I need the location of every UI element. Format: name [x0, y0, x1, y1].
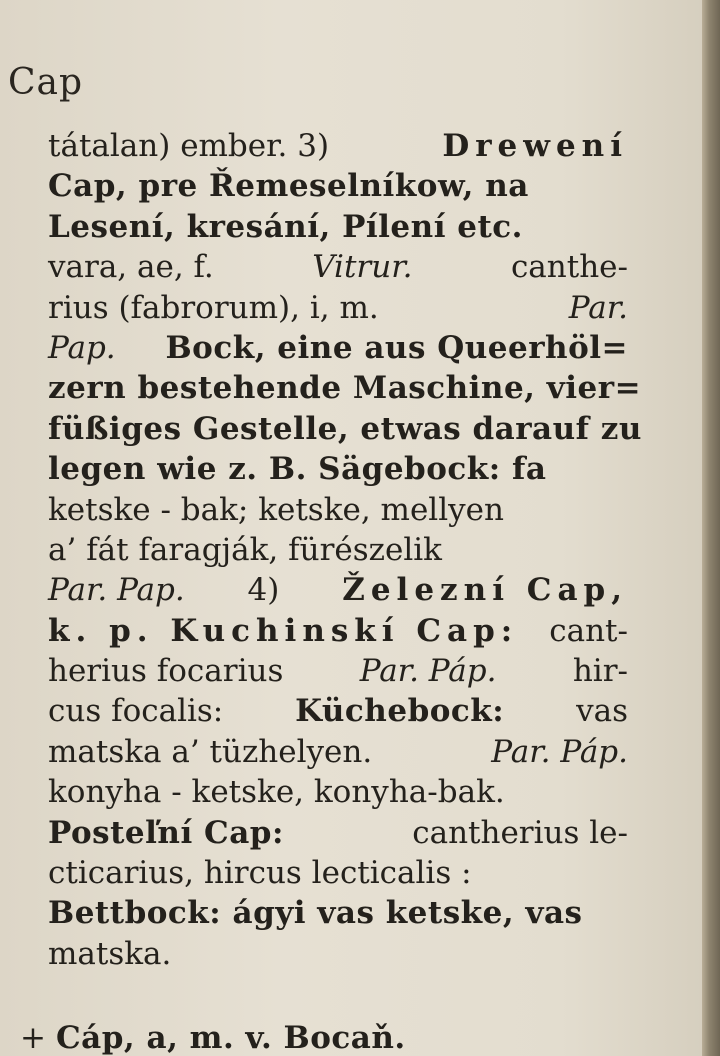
- text-line: Par. Pap. 4) Železní Cap,: [48, 572, 628, 609]
- text-line: konyha - ketske, konyha-bak.: [48, 774, 505, 811]
- text-line: Cap, pre Řemeselníkow, na: [48, 168, 529, 205]
- text-line: tátalan) ember. 3) Drewení: [48, 128, 628, 164]
- next-entry-text: Cáp, a, m. v. Bocaň.: [55, 1020, 406, 1056]
- text-line: matska.: [48, 935, 172, 972]
- text-line: herius focarius Par. Páp. hir-: [48, 653, 628, 690]
- dagger-mark: +: [20, 1020, 46, 1056]
- text-line: vara, ae, f. Vitrur. canthe-: [48, 249, 628, 286]
- text-line: zern bestehende Maschine, vier=: [48, 370, 642, 407]
- text-line: cticarius, hircus lecticalis :: [48, 855, 472, 892]
- text-line: legen wie z. B. Sägebock: fa: [48, 451, 547, 488]
- text-line: ketske - bak; ketske, mellyen: [48, 491, 504, 528]
- text-line: Lesení, kresání, Pílení etc.: [48, 208, 523, 245]
- next-entry-line: [20, 1018, 520, 1056]
- text-line: rius (fabrorum), i, m. Par.: [48, 289, 628, 326]
- text-line: Pap. Bock, eine aus Queerhöl=: [48, 329, 628, 366]
- book-spine-edge: [702, 0, 720, 1056]
- text-line: matska a’ tüzhelyen. Par. Páp.: [48, 733, 628, 770]
- text-line: a’ fát faragják, fürészelik: [48, 531, 442, 568]
- text-line: Bettbock: ágyi vas ketske, vas: [48, 895, 583, 932]
- text-line: Posteľní Cap: cantherius le-: [48, 814, 628, 851]
- text-line: k. p. Kuchinskí Cap: cant-: [48, 612, 628, 649]
- text-line: füßiges Gestelle, etwas darauf zu: [48, 410, 642, 447]
- dictionary-entry-text: [48, 126, 642, 974]
- running-head: Cap: [8, 62, 84, 103]
- text-line: cus focalis: Küchebock: vas: [48, 693, 628, 730]
